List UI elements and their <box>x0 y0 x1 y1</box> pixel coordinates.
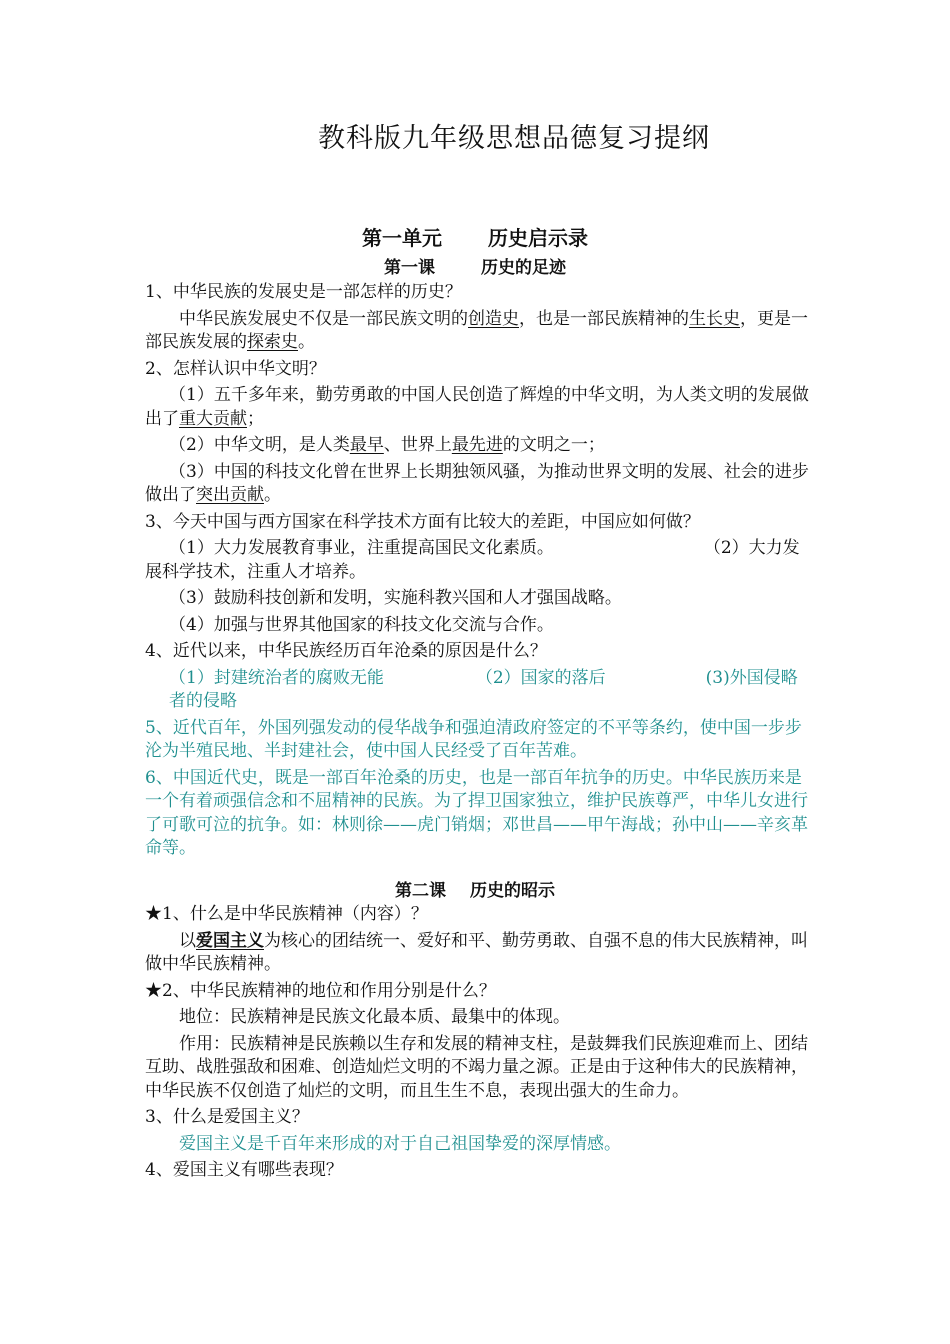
answer-3-1-2: （1）大力发展教育事业，注重提高国民文化素质。 （2）大力发展科学技术，注重人才培养。 <box>145 538 800 582</box>
lesson-1-heading <box>0 253 950 278</box>
lesson-2-answer-3: 爱国主义是千百年来形成的对于自己祖国挚爱的深厚情感。 <box>179 1133 621 1154</box>
lesson-2-question-4: 4、爱国主义有哪些表现？ <box>145 1160 343 1180</box>
lesson-1-content <box>145 281 810 861</box>
lesson-2-question-1: ★1、什么是中华民族精神（内容）？ <box>145 904 428 924</box>
lesson-1-name: 历史的足迹 <box>481 258 566 278</box>
answer-4 <box>145 667 810 714</box>
question-4: 4、近代以来，中华民族经历百年沧桑的原因是什么？ <box>145 641 547 661</box>
answer-1: 中华民族发展史不仅是一部民族文明的创造史，也是一部民族精神的生长史，更是一部民族发展的探索史。 <box>145 308 808 352</box>
unit-heading <box>0 222 950 251</box>
lesson-2-question-2: ★2、中华民族精神的地位和作用分别是什么？ <box>145 980 496 1001</box>
lesson-2-answer-1: 以爱国主义为核心的团结统一、爱好和平、勤劳勇敢、自强不息的伟大民族精神，叫做中华民族精神。 <box>145 930 808 974</box>
point-5: 5、近代百年，外国列强发动的侵华战争和强迫清政府签定的不平等条约，使中国一步步沦为半殖民地、半封建社会，使中国人民经受了百年苦难。 <box>145 717 802 761</box>
unit-name: 历史启示录 <box>488 226 588 250</box>
answer-3-4: （4）加强与世界其他国家的科技文化交流与合作。 <box>169 614 554 635</box>
unit-label: 第一单元 <box>362 226 442 250</box>
lesson-2-answer-2-position: 地位：民族精神是民族文化最本质、最集中的体现。 <box>179 1007 570 1027</box>
lesson-2-heading <box>0 876 950 901</box>
answer-4-2: （2）国家的落后 <box>475 667 606 688</box>
question-2: 2、怎样认识中华文明？ <box>145 358 326 379</box>
lesson-2-question-3: 3、什么是爱国主义？ <box>145 1107 309 1127</box>
question-3: 3、今天中国与西方国家在科学技术方面有比较大的差距，中国应如何做？ <box>145 511 700 532</box>
lesson-2-content <box>145 903 810 1183</box>
answer-3-3: （3）鼓励科技创新和发明，实施科教兴国和人才强国战略。 <box>169 588 622 608</box>
question-1: 1、中华民族的发展史是一部怎样的历史？ <box>145 282 462 302</box>
lesson-2-name: 历史的昭示 <box>470 881 555 901</box>
answer-4-1: （1）封建统治者的腐败无能 <box>169 667 384 688</box>
lesson-2-answer-2-function: 作用：民族精神是民族赖以生存和发展的精神支柱，是鼓舞我们民族迎难而上、团结互助、战胜强敌和困难、创造灿烂文明的不竭力量之源。正是由于这种伟大的民族精神，中华民族不仅创造了灿烂的文明，而且生生不息，表现出强大的生命力。 <box>145 1033 808 1101</box>
lesson-2-label: 第二课 <box>395 881 446 901</box>
answer-2-1: （1）五千多年来，勤劳勇敢的中国人民创造了辉煌的中华文明，为人类文明的发展做出了重大贡献； <box>145 385 809 429</box>
lesson-1-label: 第一课 <box>384 258 435 278</box>
answer-2-2: （2）中华文明，是人类最早、世界上最先进的文明之一； <box>169 435 605 455</box>
point-6: 6、中国近代史，既是一部百年沧桑的历史，也是一部百年抗争的历史。中华民族历来是一个有着顽强信念和不屈精神的民族。为了捍卫国家独立，维护民族尊严，中华儿女进行了可歌可泣的抗争。如：林则徐——虎门销烟；邓世昌——甲午海战；孙中山——辛亥革命等。 <box>145 767 808 858</box>
document-title: 教科版九年级思想品德复习提纲 <box>318 123 710 154</box>
answer-2-3: （3）中国的科技文化曾在世界上长期独领风骚，为推动世界文明的发展、社会的进步做出了突出贡献。 <box>145 461 809 505</box>
answer-4-3: (3)外国侵略者的侵略 <box>169 667 798 711</box>
